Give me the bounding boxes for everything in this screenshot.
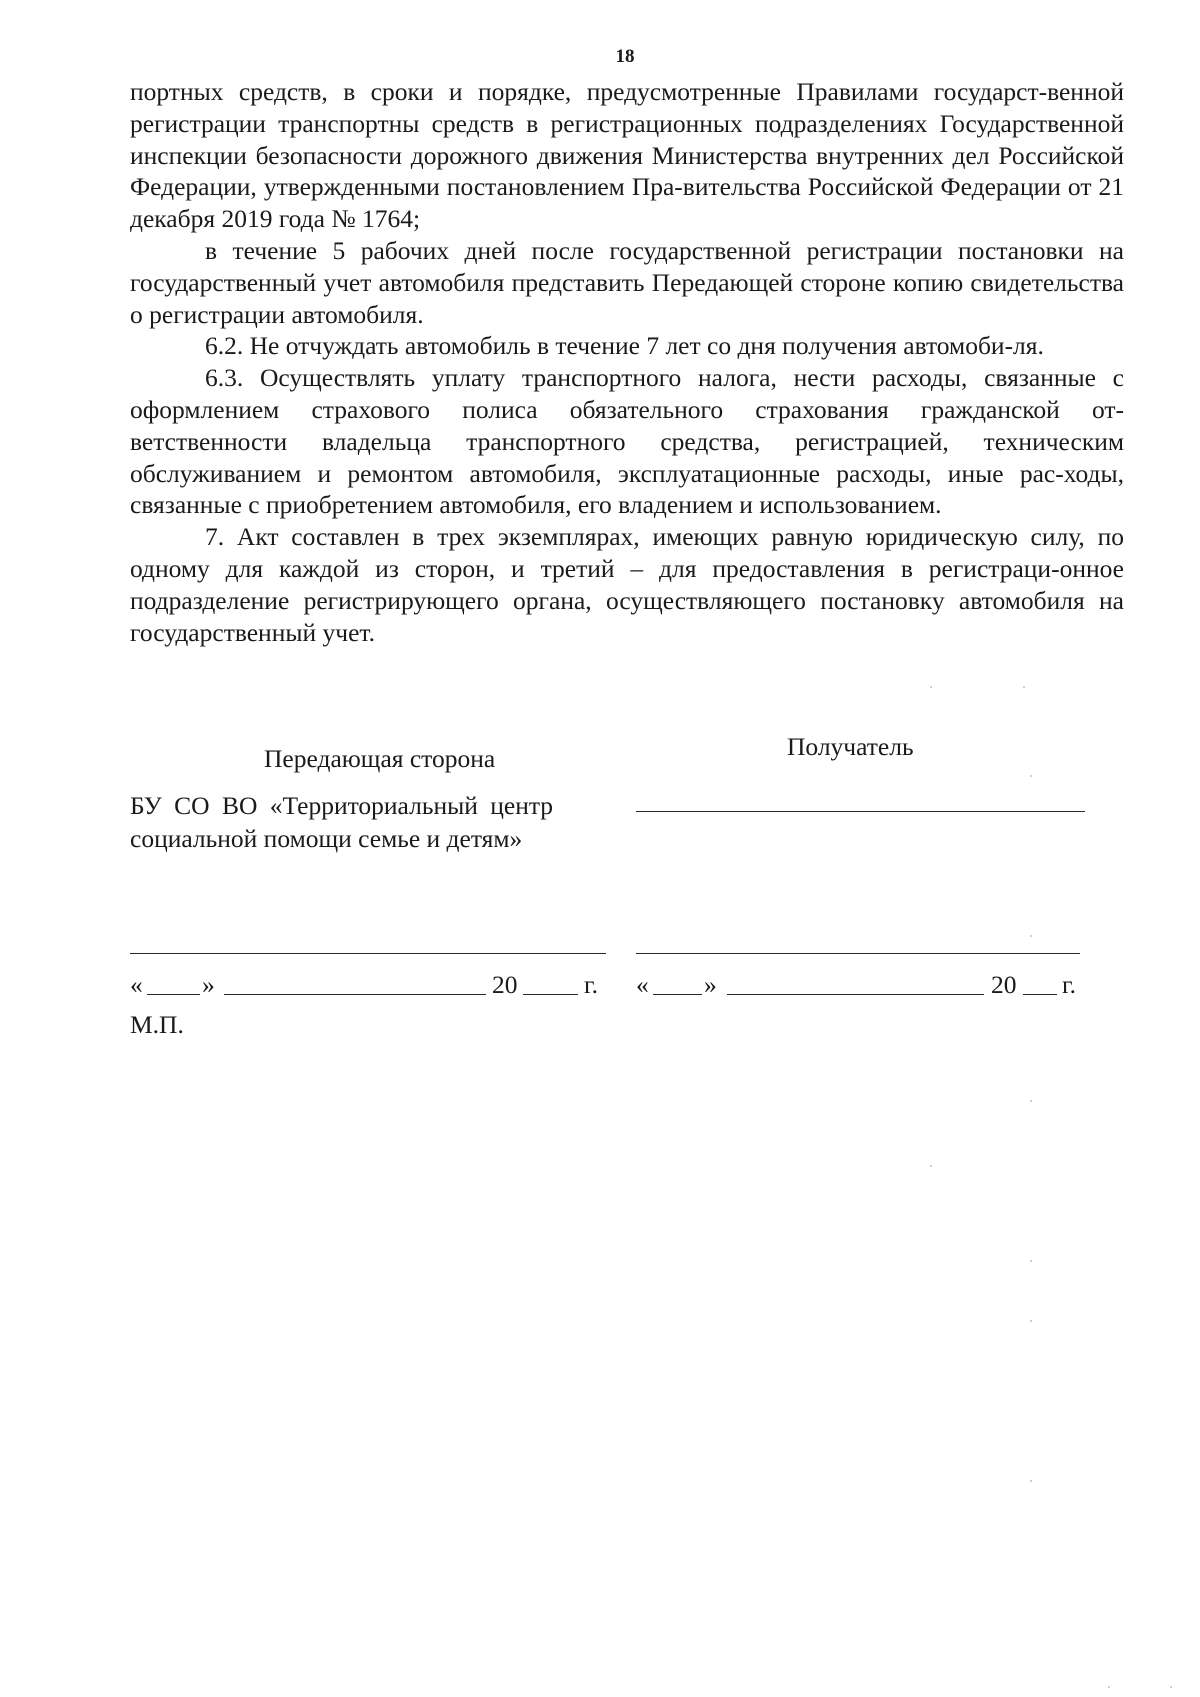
stamp-placeholder: М.П.: [130, 1010, 184, 1039]
scan-speck: [1023, 686, 1025, 688]
right-date-day-line: [653, 994, 702, 995]
left-date-open-quote: «: [130, 970, 143, 999]
right-date-open-quote: «: [636, 970, 649, 999]
organization-name-line2: социальной помощи семье и детям»: [130, 824, 523, 853]
transferring-party-signature-line: [130, 953, 606, 954]
right-date-year-suffix: г.: [1062, 970, 1076, 999]
body-text: [130, 76, 1124, 648]
paragraph-7: 7. Акт составлен в трех экземплярах, имеющих равную юридическую силу, по одному для каждой из сторон, и третий – для предоставления в регистраци-онное подразделение регистрирующего органа, осуществляющего постановку автомобиля на государственный учет.: [130, 522, 1124, 647]
left-date-year-prefix: 20: [492, 970, 518, 999]
right-date-month-line: [727, 994, 984, 995]
left-date-close-quote: »: [202, 970, 215, 999]
scan-speck: [1030, 1260, 1032, 1262]
paragraph-6-2: 6.2. Не отчуждать автомобиль в течение 7 лет со дня получения автомоби-ля.: [205, 331, 1044, 361]
paragraph-registration-rules: портных средств, в сроки и порядке, предусмотренные Правилами государст-венной регистрации транспортны средств в регистрационных подразделениях Государственной инспекции безопасности дорожного движения Министерства внутренних дел Российской Федерации, утвержденными постановлением Пра-вительства Российской Федерации от 21 декабря 2019 года № 1764;: [130, 77, 1124, 234]
paragraph-certificate-copy: в течение 5 рабочих дней после государственной регистрации постановки на государственный учет автомобиля представить Передающей стороне копию свидетельства о регистрации автомобиля.: [130, 235, 1124, 329]
paragraph-6-3: 6.3. Осуществлять уплату транспортного налога, нести расходы, связанные с оформлением страхового полиса обязательного страхования гражданской от-ветственности владельца транспортного средства, регистрацией, техническим обслуживанием и ремонтом автомобиля, эксплуатационные расходы, иные рас-ходы, связанные с приобретением автомобиля, его владением и использованием.: [130, 363, 1124, 520]
recipient-title: Получатель: [787, 732, 914, 761]
scan-speck: [1030, 1480, 1032, 1482]
right-date-year-line: [1023, 994, 1057, 995]
scan-speck: [930, 686, 932, 688]
scan-speck: [930, 1165, 932, 1167]
recipient-signature-line: [636, 953, 1080, 954]
page-number: 18: [615, 46, 635, 67]
right-date-year-prefix: 20: [991, 970, 1017, 999]
right-date-close-quote: »: [704, 970, 717, 999]
scan-speck: [1030, 1320, 1032, 1322]
left-date-year-line: [523, 994, 578, 995]
left-date-day-line: [147, 994, 200, 995]
scan-speck: [1030, 775, 1032, 777]
left-date-month-line: [224, 994, 486, 995]
organization-name-line1: БУ СО ВО «Территориальный центр: [130, 791, 554, 820]
scan-speck: [1170, 1686, 1172, 1688]
left-date-year-suffix: г.: [584, 970, 598, 999]
scan-speck: [1030, 935, 1032, 937]
transferring-party-title: Передающая сторона: [264, 744, 496, 773]
scan-speck: [1108, 1686, 1110, 1688]
recipient-name-line: [636, 811, 1085, 812]
scan-speck: [1030, 1100, 1032, 1102]
